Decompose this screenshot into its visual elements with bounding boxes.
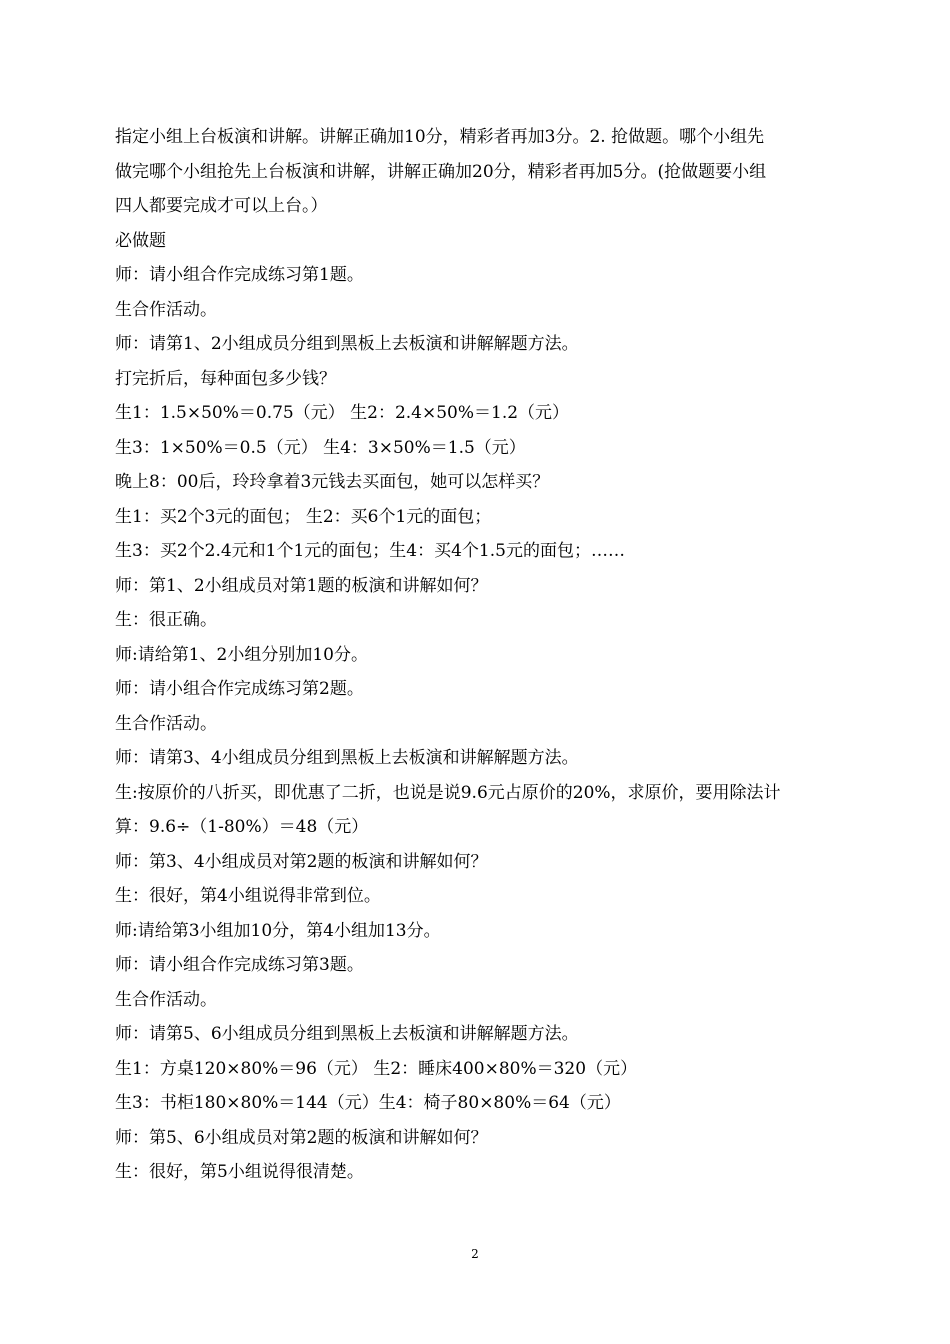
text-line: 生：很好，第5小组说得很清楚。 [115,1162,364,1182]
text-line: 四人都要完成才可以上台。） [115,196,328,216]
text-line: 师：请第1、2小组成员分组到黑板上去板演和讲解解题方法。 [115,334,579,354]
text-line: 打完折后，每种面包多少钱？ [115,368,336,389]
text-line: 师：请小组合作完成练习第3题。 [115,955,364,975]
text-line: 师：第3、4小组成员对第2题的板演和讲解如何？ [115,851,488,872]
text-line: 生1：方桌120×80%＝96（元） 生2：睡床400×80%＝320（元） [115,1058,638,1079]
text-line: 生3：买2个2.4元和1个1元的面包；生4：买4个1.5元的面包；…… [115,541,625,561]
text-line: 师:请给第3小组加10分，第4小组加13分。 [115,920,441,941]
text-line: 生3：1×50%＝0.5（元） 生4：3×50%＝1.5（元） [115,437,526,458]
text-line: 生1：1.5×50%＝0.75（元） 生2：2.4×50%＝1.2（元） [115,403,570,423]
text-line: 师:请给第1、2小组分别加10分。 [115,644,368,665]
text-line: 生合作活动。 [115,713,217,734]
text-line: 师：请小组合作完成练习第1题。 [115,265,364,285]
text-line: 算：9.6÷（1-80%）＝48（元） [115,817,369,837]
page-number: 2 [471,1247,479,1261]
text-line: 生：很好，第4小组说得非常到位。 [115,886,381,906]
text-line: 师：第5、6小组成员对第2题的板演和讲解如何？ [115,1127,488,1148]
text-line: 生合作活动。 [115,989,217,1010]
text-line: 生:按原价的八折买，即优惠了二折，也说是说9.6元占原价的20%，求原价，要用除法计 [115,782,781,803]
text-line: 师：请第3、4小组成员分组到黑板上去板演和讲解解题方法。 [115,748,579,768]
text-line: 晚上8：00后，玲玲拿着3元钱去买面包，她可以怎样买？ [115,472,550,492]
text-line: 生合作活动。 [115,299,217,320]
section-heading: 必做题 [115,230,166,251]
document-body [115,120,840,1190]
text-line: 师：请小组合作完成练习第2题。 [115,679,364,699]
text-line: 师：第1、2小组成员对第1题的板演和讲解如何？ [115,575,488,596]
text-line: 指定小组上台板演和讲解。讲解正确加10分，精彩者再加3分。2. 抢做题。哪个小组先 [115,127,765,147]
text-line: 师：请第5、6小组成员分组到黑板上去板演和讲解解题方法。 [115,1024,579,1044]
text-line: 生3：书柜180×80%＝144（元）生4：椅子80×80%＝64（元） [115,1093,621,1113]
text-line: 生：很正确。 [115,610,217,630]
text-line: 做完哪个小组抢先上台板演和讲解，讲解正确加20分，精彩者再加5分。(抢做题要小组 [115,161,767,182]
text-line: 生1：买2个3元的面包； 生2：买6个1元的面包； [115,506,492,527]
